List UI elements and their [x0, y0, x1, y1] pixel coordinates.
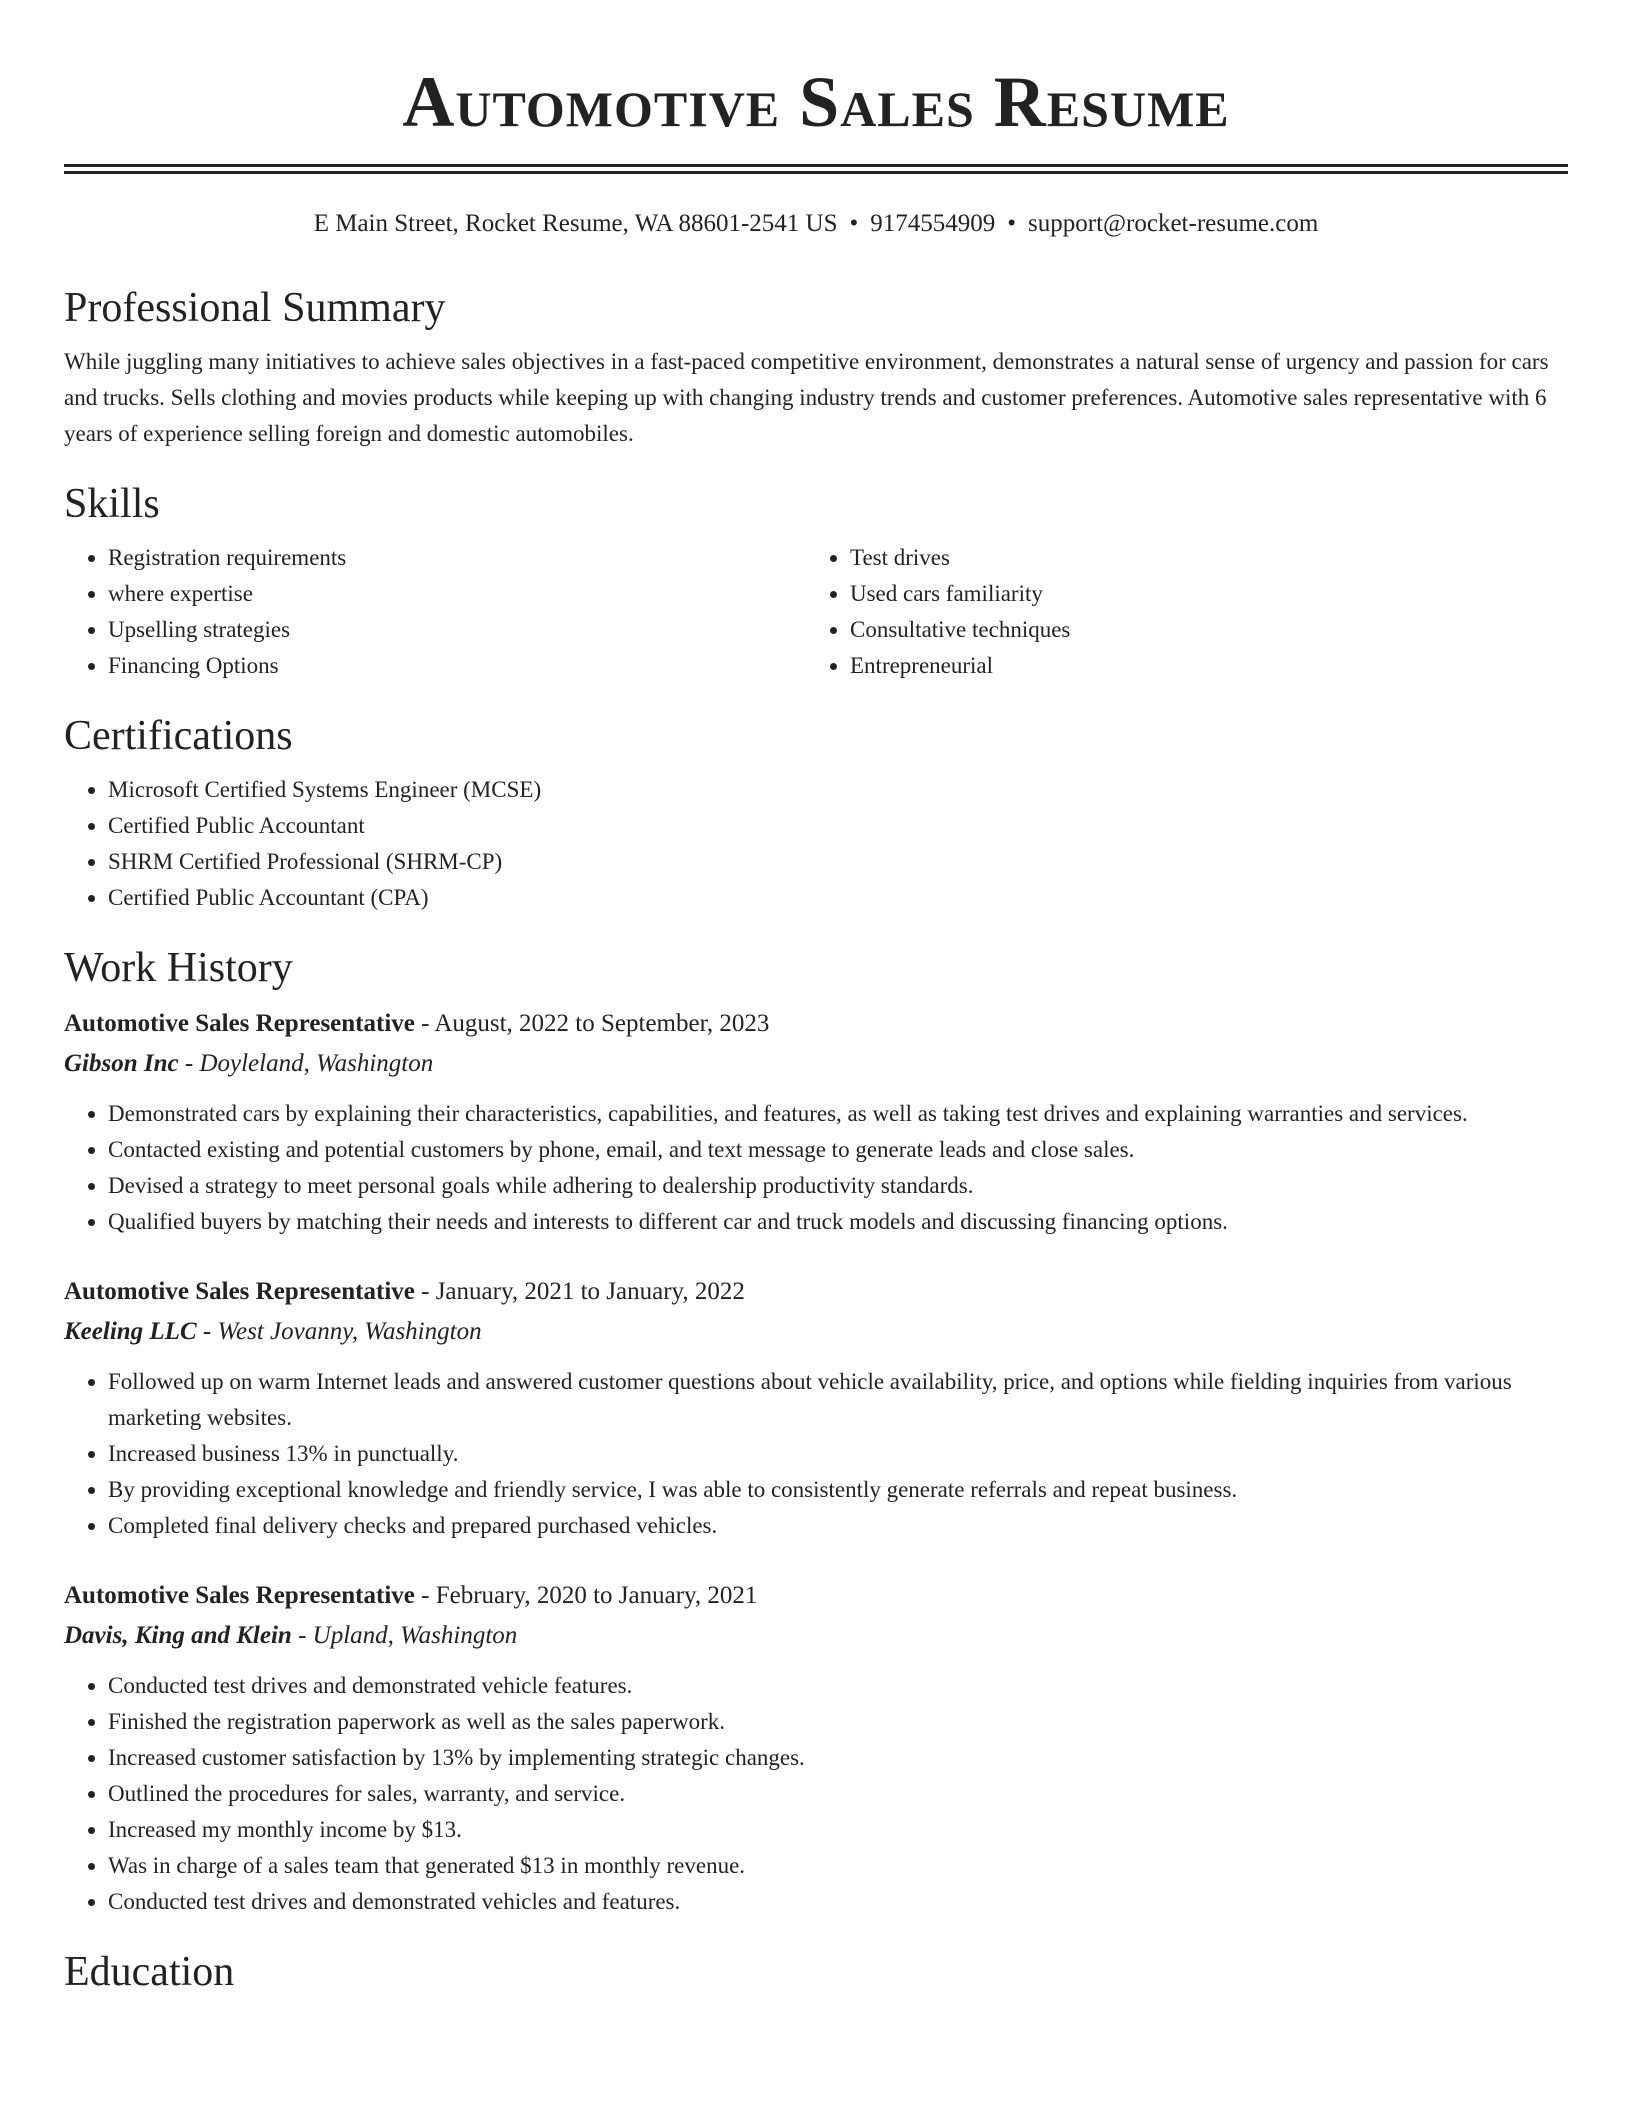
skill-item: • where expertise: [108, 576, 806, 612]
certification-item: • Certified Public Accountant (CPA): [108, 880, 1568, 916]
job-title-line: [64, 1004, 1568, 1044]
skills-heading: Skills: [64, 481, 160, 527]
job-bullet: • Contacted existing and potential customers by phone, email, and text message to generate leads and close sales.: [108, 1132, 1568, 1168]
job-bullet: • Qualified buyers by matching their needs and interests to different car and truck models and discussing financing options.: [108, 1204, 1568, 1240]
job-entry: [64, 1576, 1568, 1920]
job-entry: [64, 1004, 1568, 1240]
certification-item: • SHRM Certified Professional (SHRM-CP): [108, 844, 1568, 880]
job-company: Davis, King and Klein: [64, 1622, 292, 1649]
skills-list-left: [64, 540, 806, 684]
job-dates: - February, 2020 to January, 2021: [421, 1582, 758, 1609]
job-title: Automotive Sales Representative: [64, 1278, 415, 1305]
job-location: - Upland, Washington: [298, 1622, 518, 1649]
job-bullets: [64, 1096, 1568, 1240]
skill-item: • Entrepreneurial: [850, 648, 1548, 684]
job-bullet: • Finished the registration paperwork as well as the sales paperwork.: [108, 1704, 1568, 1740]
job-bullet: • Conducted test drives and demonstrated vehicle features.: [108, 1668, 1568, 1704]
job-bullet: • Followed up on warm Internet leads and answered customer questions about vehicle availability, price, and options while fielding inquiries from various marketing websites.: [108, 1364, 1568, 1436]
title-divider-thick: [64, 164, 1568, 167]
skills-list-right: [806, 540, 1548, 684]
summary-text: While juggling many initiatives to achieve sales objectives in a fast-paced competitive environment, demonstrates a natural sense of urgency and passion for cars and trucks. Sells clothing and movies products while keeping up with changing industry trends and customer preferences. Automotive sales representative with 6 years of experience selling foreign and domestic automobiles.: [64, 349, 1549, 446]
certifications-list: [64, 772, 1568, 916]
skills-columns: [64, 540, 1568, 684]
job-bullets: [64, 1364, 1568, 1544]
job-bullet: • Conducted test drives and demonstrated vehicles and features.: [108, 1884, 1568, 1920]
job-title: Automotive Sales Representative: [64, 1010, 415, 1037]
job-company: Keeling LLC: [64, 1318, 197, 1345]
contact-line: [64, 208, 1568, 240]
contact-address: E Main Street, Rocket Resume, WA 88601-2541 US: [313, 210, 838, 237]
certifications-heading: Certifications: [64, 713, 293, 759]
contact-separator: •: [1007, 210, 1017, 237]
job-bullet: • Outlined the procedures for sales, warranty, and service.: [108, 1776, 1568, 1812]
skill-item: • Consultative techniques: [850, 612, 1548, 648]
job-bullet: • Was in charge of a sales team that generated $13 in monthly revenue.: [108, 1848, 1568, 1884]
job-company: Gibson Inc: [64, 1050, 179, 1077]
certification-item: • Certified Public Accountant: [108, 808, 1568, 844]
title-divider-thin: [64, 171, 1568, 174]
job-bullet: • Increased business 13% in punctually.: [108, 1436, 1568, 1472]
job-bullet: • Increased customer satisfaction by 13% by implementing strategic changes.: [108, 1740, 1568, 1776]
job-entry: [64, 1272, 1568, 1544]
job-company-line: [64, 1616, 1568, 1656]
job-title: Automotive Sales Representative: [64, 1582, 415, 1609]
contact-phone: 9174554909: [870, 210, 996, 237]
job-company-line: [64, 1044, 1568, 1084]
work-history-heading: Work History: [64, 945, 293, 991]
contact-separator: •: [849, 210, 859, 237]
job-title-line: [64, 1272, 1568, 1312]
contact-email: support@rocket-resume.com: [1028, 210, 1319, 237]
job-dates: - August, 2022 to September, 2023: [421, 1010, 770, 1037]
job-title-line: [64, 1576, 1568, 1616]
resume-title: Automotive Sales Resume: [402, 62, 1230, 142]
education-heading: Education: [64, 1949, 235, 1995]
skill-item: • Test drives: [850, 540, 1548, 576]
skill-item: • Upselling strategies: [108, 612, 806, 648]
job-bullet: • Completed final delivery checks and prepared purchased vehicles.: [108, 1508, 1568, 1544]
job-location: - West Jovanny, Washington: [202, 1318, 482, 1345]
job-bullet: • Increased my monthly income by $13.: [108, 1812, 1568, 1848]
job-location: - Doyleland, Washington: [184, 1050, 434, 1077]
job-company-line: [64, 1312, 1568, 1352]
job-bullet: • Devised a strategy to meet personal goals while adhering to dealership productivity standards.: [108, 1168, 1568, 1204]
summary-heading: Professional Summary: [64, 285, 446, 331]
job-dates: - January, 2021 to January, 2022: [421, 1278, 745, 1305]
job-bullet: • By providing exceptional knowledge and friendly service, I was able to consistently generate referrals and repeat business.: [108, 1472, 1568, 1508]
skill-item: • Used cars familiarity: [850, 576, 1548, 612]
resume-page: [64, 0, 1568, 1998]
job-bullet: • Demonstrated cars by explaining their characteristics, capabilities, and features, as well as taking test drives and explaining warranties and services.: [108, 1096, 1568, 1132]
skill-item: • Financing Options: [108, 648, 806, 684]
skill-item: • Registration requirements: [108, 540, 806, 576]
certification-item: • Microsoft Certified Systems Engineer (MCSE): [108, 772, 1568, 808]
job-bullets: [64, 1668, 1568, 1920]
